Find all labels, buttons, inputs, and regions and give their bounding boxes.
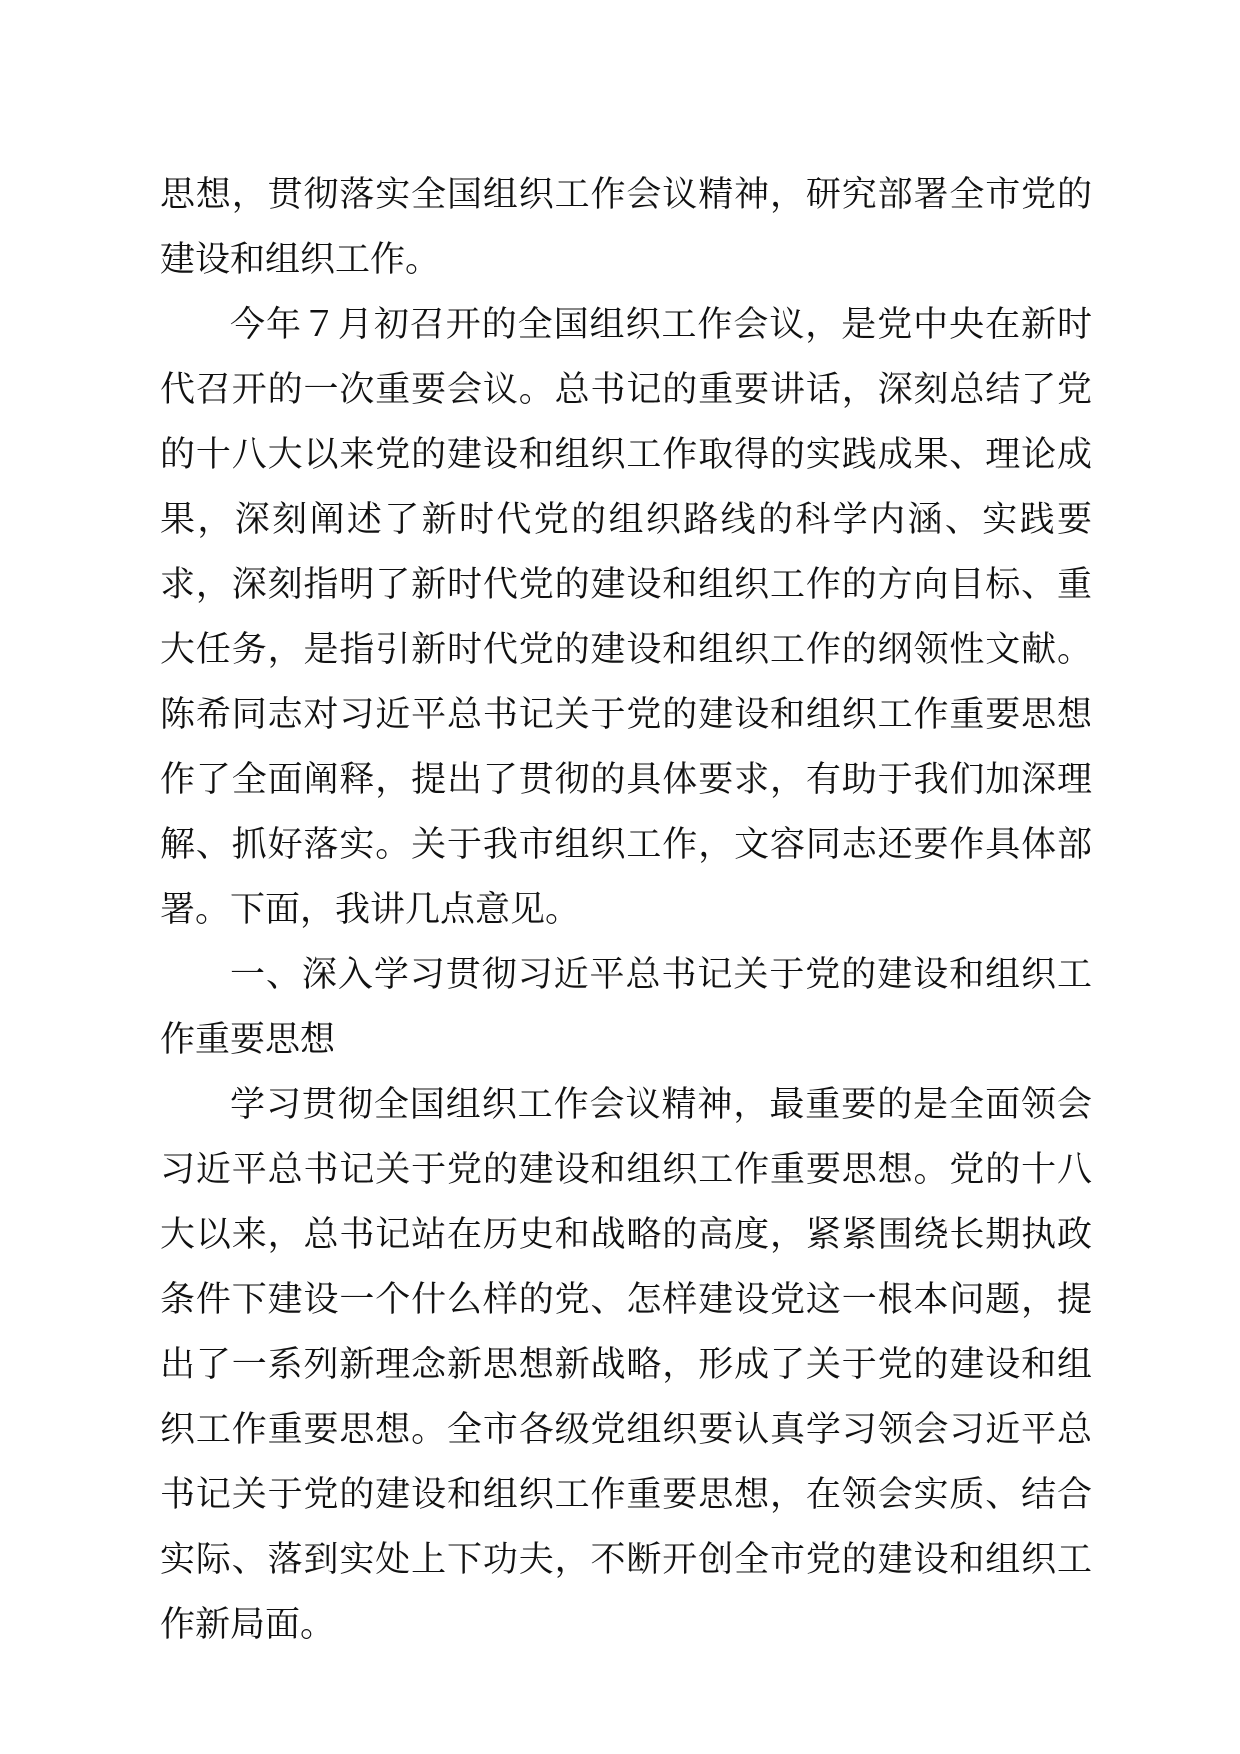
body-paragraph-continuation: 思想，贯彻落实全国组织工作会议精神，研究部署全市党的建设和组织工作。 [160, 175, 1092, 280]
body-paragraph-meeting-overview: 今年７月初召开的全国组织工作会议，是党中央在新时代召开的一次重要会议。总书记的重要讲话，深刻总结了党的十八大以来党的建设和组织工作取得的实践成果、理论成果，深刻阐述了新时代党的组织路线的科学内涵、实践要求，深刻指明了新时代党的建设和组织工作的方向目标、重大任务，是指引新时代党的建设和组织工作的纲领性文献。陈希同志对习近平总书记关于党的建设和组织工作重要思想作了全面阐释，提出了贯彻的具体要求，有助于我们加深理解、抓好落实。关于我市组织工作，文容同志还要作具体部署。下面，我讲几点意见。 [160, 305, 1092, 930]
section-heading-one: 一、深入学习贯彻习近平总书记关于党的建设和组织工作重要思想 [160, 955, 1092, 1060]
body-paragraph-study-thought: 学习贯彻全国组织工作会议精神，最重要的是全面领会习近平总书记关于党的建设和组织工作重要思想。党的十八大以来，总书记站在历史和战略的高度，紧紧围绕长期执政条件下建设一个什么样的党、怎样建设党这一根本问题，提出了一系列新理念新思想新战略，形成了关于党的建设和组织工作重要思想。全市各级党组织要认真学习领会习近平总书记关于党的建设和组织工作重要思想，在领会实质、结合实际、落到实处上下功夫，不断开创全市党的建设和组织工作新局面。 [160, 1085, 1092, 1645]
document-body [160, 163, 1092, 1658]
